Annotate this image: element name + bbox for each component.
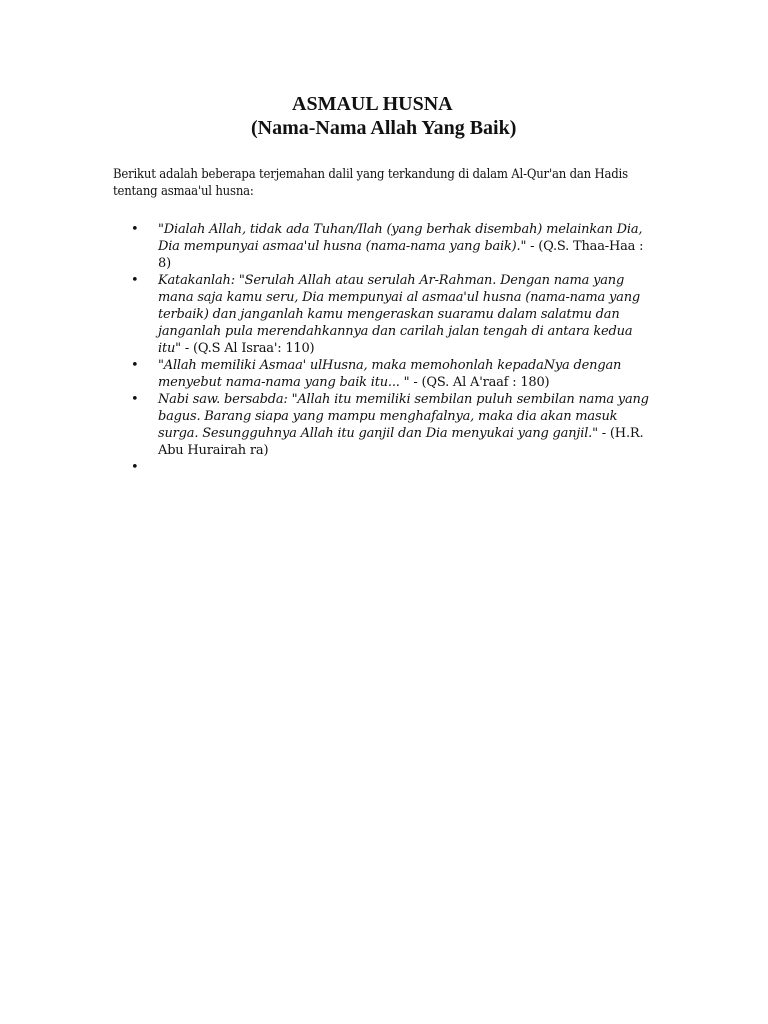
title-subtitle: (Nama-Nama Allah Yang Baik) — [251, 117, 517, 139]
quote-reference: - (Q.S. Thaa-Haa : 8) — [158, 239, 644, 271]
bullet-icon: • — [131, 358, 139, 373]
quote-text: Katakanlah: "Serulah Allah atau serulah Ar-Rahman. Dengan nama yang mana saja kamu seru, Dia mempunyai al asmaa'ul husna (nama-nama yang terbaik) dan janganlah kamu mengeraskan suaramu dalam salatmu dan janganlah pula merendahkannya dan carilah jalan tengah di antara kedua itu" — [158, 273, 640, 356]
list-item — [113, 391, 658, 459]
list-item — [113, 272, 658, 357]
quote-reference: - (H.R. Abu Hurairah ra) — [158, 426, 644, 458]
title-main: ASMAUL HUSNA — [292, 93, 453, 115]
document-page — [113, 92, 658, 476]
quote-text: Nabi saw. bersabda: "Allah itu memiliki sembilan puluh sembilan nama yang bagus. Barang siapa yang mampu menghafalnya, maka dia akan masuk surga. Sesungguhnya Allah itu ganjil dan Dia menyukai yang ganjil." — [158, 392, 649, 441]
list-item — [113, 459, 658, 476]
bullet-icon: • — [131, 222, 139, 237]
list-item — [113, 221, 658, 272]
bullet-icon: • — [131, 392, 139, 407]
document-title — [113, 92, 658, 140]
list-item — [113, 357, 658, 391]
quote-text: "Dialah Allah, tidak ada Tuhan/Ilah (yang berhak disembah) melainkan Dia, Dia mempunyai asmaa'ul husna (nama-nama yang baik)." — [158, 222, 643, 254]
intro-paragraph: Berikut adalah beberapa terjemahan dalil yang terkandung di dalam Al-Qur'an dan Hadis tentang asmaa'ul husna: — [113, 167, 628, 199]
quote-reference: - (QS. Al A'raaf : 180) — [409, 375, 550, 390]
bullet-icon: • — [131, 460, 139, 475]
quote-list — [113, 221, 658, 476]
quote-reference: - (Q.S Al Israa': 110) — [180, 341, 315, 356]
bullet-icon: • — [131, 273, 139, 288]
quote-text: "Allah memiliki Asmaa' ulHusna, maka memohonlah kepadaNya dengan menyebut nama-nama yang baik itu... " — [158, 358, 622, 390]
